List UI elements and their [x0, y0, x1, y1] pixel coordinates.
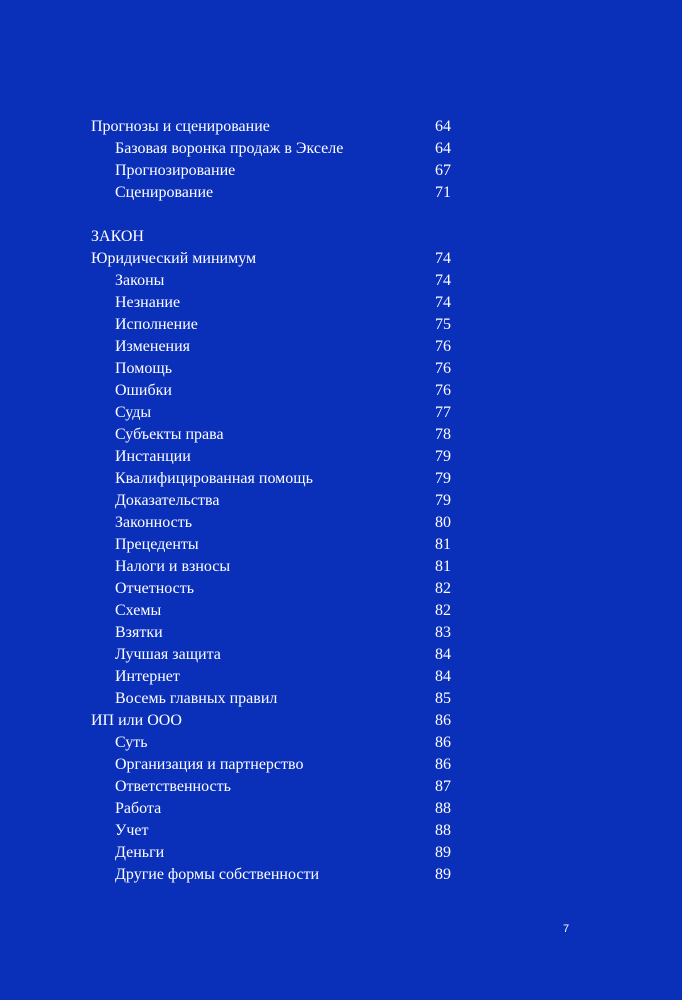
toc-subsection-entry: [91, 182, 451, 204]
toc-entry-title: Незнание: [115, 294, 181, 311]
toc-entry-title: Инстанции: [115, 448, 191, 465]
toc-entry-title: Учет: [115, 822, 149, 839]
toc-entry-page: 74: [435, 250, 451, 267]
toc-entry-title: Отчетность: [115, 580, 195, 597]
toc-entry-page: 75: [435, 316, 451, 333]
toc-entry-page: 79: [435, 470, 451, 487]
part-heading: ЗАКОН: [91, 228, 144, 245]
toc-entry-page: 88: [435, 800, 451, 817]
toc-entry-page: 64: [435, 140, 451, 157]
toc-subsection-entry: [91, 644, 451, 666]
toc-entry-page: 74: [435, 294, 451, 311]
toc-subsection-entry: [91, 380, 451, 402]
toc-entry-title: Организация и партнерство: [115, 756, 304, 773]
toc-entry-page: 85: [435, 690, 451, 707]
toc-subsection-entry: [91, 138, 451, 160]
toc-entry-title: Ошибки: [115, 382, 172, 399]
toc-entry-title: Изменения: [115, 338, 191, 355]
toc-entry-title: Ответственность: [115, 778, 231, 795]
toc-subsection-entry: [91, 446, 451, 468]
toc-entry-page: 86: [435, 712, 451, 729]
toc-subsection-entry: [91, 754, 451, 776]
toc-entry-page: 84: [435, 646, 451, 663]
toc-entry-title: Прогнозы и сценирование: [91, 118, 270, 135]
toc-entry-title: Субъекты права: [115, 426, 224, 443]
toc-entry-title: Помощь: [115, 360, 172, 377]
toc-subsection-entry: [91, 666, 451, 688]
toc-subsection-entry: [91, 776, 451, 798]
toc-entry-title: Взятки: [115, 624, 163, 641]
toc-entry-page: 74: [435, 272, 451, 289]
toc-entry-page: 64: [435, 118, 451, 135]
toc-entry-page: 80: [435, 514, 451, 531]
toc-subsection-entry: [91, 270, 451, 292]
toc-entry-title: Суть: [115, 734, 148, 751]
table-of-contents: [91, 116, 451, 886]
toc-subsection-entry: [91, 358, 451, 380]
toc-entry-page: 77: [435, 404, 451, 421]
toc-entry-title: ИП или ООО: [91, 712, 182, 729]
toc-subsection-entry: [91, 622, 451, 644]
toc-subsection-entry: [91, 556, 451, 578]
toc-entry-title: Деньги: [115, 844, 165, 861]
toc-entry-page: 81: [435, 558, 451, 575]
toc-entry-page: 81: [435, 536, 451, 553]
toc-entry-title: Доказательства: [115, 492, 220, 509]
toc-part-group: [91, 248, 451, 886]
toc-entry-page: 76: [435, 360, 451, 377]
toc-section-entry: [91, 116, 451, 138]
toc-subsection-entry: [91, 424, 451, 446]
toc-subsection-entry: [91, 336, 451, 358]
toc-subsection-entry: [91, 468, 451, 490]
toc-entry-title: Прогнозирование: [115, 162, 236, 179]
toc-entry-page: 71: [435, 184, 451, 201]
toc-entry-page: 82: [435, 602, 451, 619]
toc-entry-page: 86: [435, 756, 451, 773]
toc-subsection-entry: [91, 842, 451, 864]
toc-entry-title: Восемь главных правил: [115, 690, 278, 707]
page-number: 7: [563, 923, 570, 935]
toc-entry-page: 67: [435, 162, 451, 179]
toc-entry-page: 89: [435, 866, 451, 883]
toc-entry-title: Схемы: [115, 602, 162, 619]
toc-entry-title: Квалифицированная помощь: [115, 470, 313, 487]
toc-entry-page: 88: [435, 822, 451, 839]
toc-entry-title: Юридический минимум: [91, 250, 257, 267]
toc-entry-page: 87: [435, 778, 451, 795]
toc-entry-page: 78: [435, 426, 451, 443]
toc-entry-page: 79: [435, 448, 451, 465]
toc-subsection-entry: [91, 402, 451, 424]
toc-entry-title: Базовая воронка продаж в Экселе: [115, 140, 344, 157]
toc-subsection-entry: [91, 512, 451, 534]
toc-entry-title: Работа: [115, 800, 162, 817]
toc-entry-title: Прецеденты: [115, 536, 199, 553]
toc-entry-title: Другие формы собственности: [115, 866, 320, 883]
section-gap: [91, 204, 451, 226]
toc-entry-title: Налоги и взносы: [115, 558, 231, 575]
toc-subsection-entry: [91, 314, 451, 336]
toc-subsection-entry: [91, 798, 451, 820]
toc-entry-title: Сценирование: [115, 184, 214, 201]
toc-subsection-entry: [91, 160, 451, 182]
toc-section-entry: [91, 710, 451, 732]
toc-entry-title: Законность: [115, 514, 192, 531]
toc-subsection-entry: [91, 534, 451, 556]
toc-subsection-entry: [91, 732, 451, 754]
toc-entry-page: 84: [435, 668, 451, 685]
toc-entry-title: Лучшая защита: [115, 646, 221, 663]
toc-entry-page: 76: [435, 338, 451, 355]
toc-subsection-entry: [91, 292, 451, 314]
toc-entry-title: Законы: [115, 272, 165, 289]
toc-section-group: [91, 116, 451, 204]
toc-subsection-entry: [91, 864, 451, 886]
toc-subsection-entry: [91, 490, 451, 512]
toc-entry-page: 79: [435, 492, 451, 509]
toc-section-entry: [91, 248, 451, 270]
toc-entry-title: Интернет: [115, 668, 180, 685]
toc-subsection-entry: [91, 820, 451, 842]
toc-entry-page: 82: [435, 580, 451, 597]
toc-subsection-entry: [91, 688, 451, 710]
toc-entry-title: Суды: [115, 404, 152, 421]
toc-entry-page: 89: [435, 844, 451, 861]
toc-entry-page: 86: [435, 734, 451, 751]
toc-entry-page: 76: [435, 382, 451, 399]
toc-entry-title: Исполнение: [115, 316, 198, 333]
toc-subsection-entry: [91, 600, 451, 622]
toc-subsection-entry: [91, 578, 451, 600]
toc-entry-page: 83: [435, 624, 451, 641]
